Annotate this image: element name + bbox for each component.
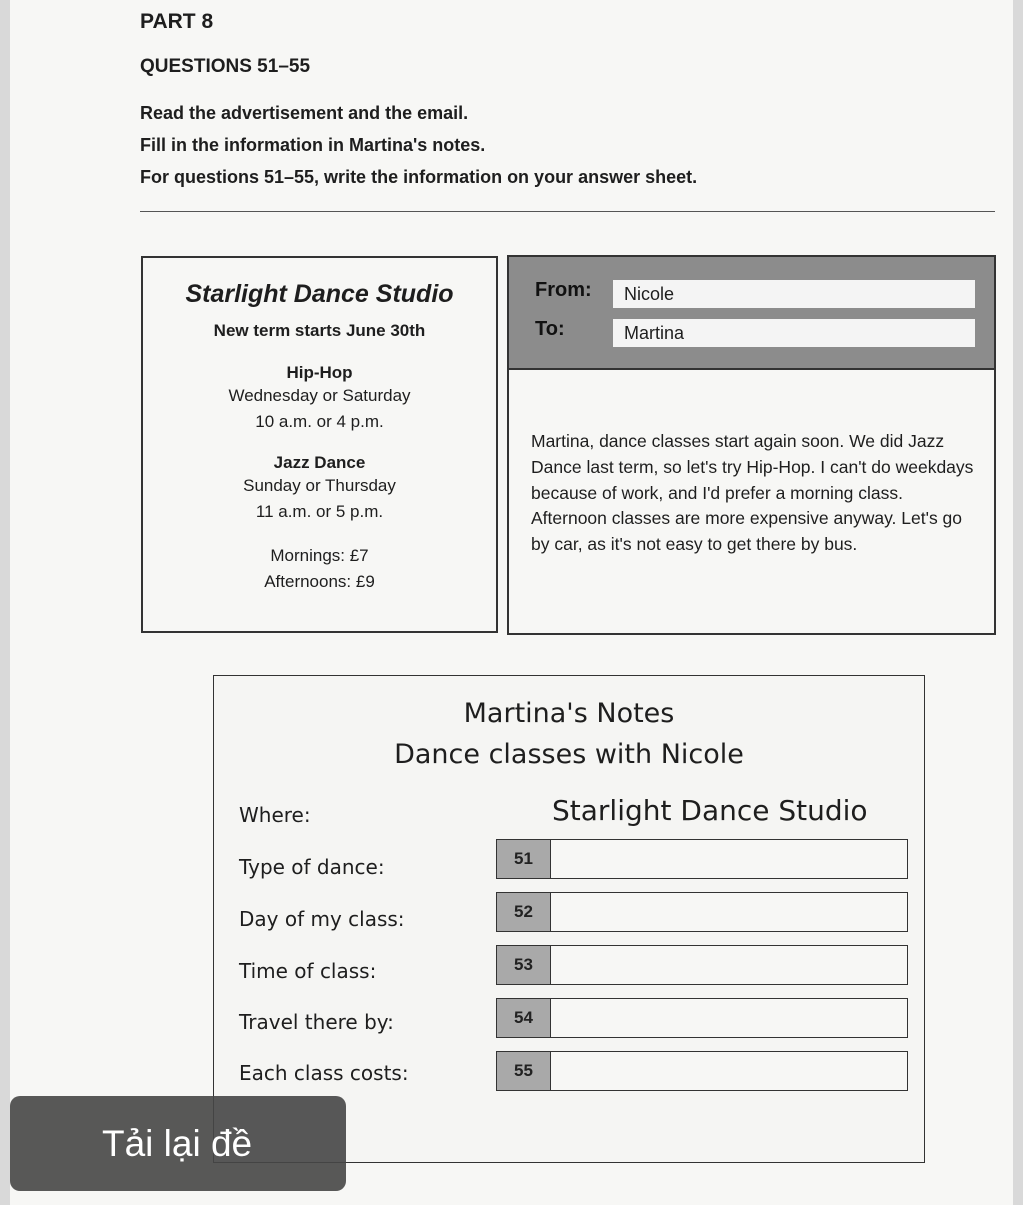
advertisement — [141, 256, 498, 633]
instruction-line-3: For questions 51–55, write the information on your answer sheet. — [140, 167, 698, 187]
answer-box-55[interactable] — [496, 1051, 908, 1091]
question-number-54: 54 — [497, 999, 551, 1037]
instruction-line-1: Read the advertisement and the email. — [140, 103, 469, 123]
to-field: Martina — [613, 319, 975, 347]
row-label-51: Type of dance: — [239, 855, 385, 879]
jazz-heading: Jazz Dance — [273, 453, 366, 472]
jazz-days: Sunday or Thursday — [243, 476, 396, 495]
answer-box-54[interactable] — [496, 998, 908, 1038]
question-number-51: 51 — [497, 840, 551, 878]
hiphop-heading: Hip-Hop — [286, 363, 353, 382]
row-label-55: Each class costs: — [239, 1061, 409, 1085]
where-value: Starlight Dance Studio — [552, 794, 868, 827]
notes-subtitle: Dance classes with Nicole — [394, 739, 744, 770]
reload-exam-button[interactable]: Tải lại đề — [10, 1096, 346, 1191]
row-label-53: Time of class: — [239, 959, 377, 983]
row-label-54: Travel there by: — [239, 1010, 394, 1034]
martina-notes — [213, 675, 925, 1163]
term-start: New term starts June 30th — [213, 321, 426, 340]
email — [507, 255, 996, 635]
row-label-52: Day of my class: — [239, 907, 405, 931]
hiphop-days: Wednesday or Saturday — [228, 386, 411, 405]
from-label: From: — [535, 279, 592, 301]
instruction-line-2: Fill in the information in Martina's notes. — [140, 135, 486, 155]
divider — [140, 211, 995, 212]
email-body: Martina, dance classes start again soon. We did Jazz Dance last term, so let's try Hip-Hop. I can't do weekdays because of work, and I'd prefer a morning class. Afternoon classes are more expensive anyway. Let's go by car, as it's not easy to get there by bus. — [531, 431, 974, 555]
email-header — [509, 257, 994, 370]
question-number-55: 55 — [497, 1052, 551, 1090]
notes-title: Martina's Notes — [463, 698, 675, 729]
question-number-53: 53 — [497, 946, 551, 984]
answer-box-53[interactable] — [496, 945, 908, 985]
morning-price: Mornings: £7 — [270, 546, 369, 565]
studio-name: Starlight Dance Studio — [185, 280, 454, 308]
where-label: Where: — [239, 803, 311, 827]
answer-box-51[interactable] — [496, 839, 908, 879]
hiphop-times: 10 a.m. or 4 p.m. — [255, 412, 384, 431]
from-field: Nicole — [613, 280, 975, 308]
exam-page — [10, 0, 1013, 1205]
answer-box-52[interactable] — [496, 892, 908, 932]
question-number-52: 52 — [497, 893, 551, 931]
part-heading: PART 8 — [140, 10, 214, 33]
jazz-times: 11 a.m. or 5 p.m. — [255, 502, 384, 521]
questions-heading: QUESTIONS 51–55 — [140, 56, 311, 77]
to-label: To: — [535, 318, 565, 340]
afternoon-price: Afternoons: £9 — [264, 572, 375, 591]
